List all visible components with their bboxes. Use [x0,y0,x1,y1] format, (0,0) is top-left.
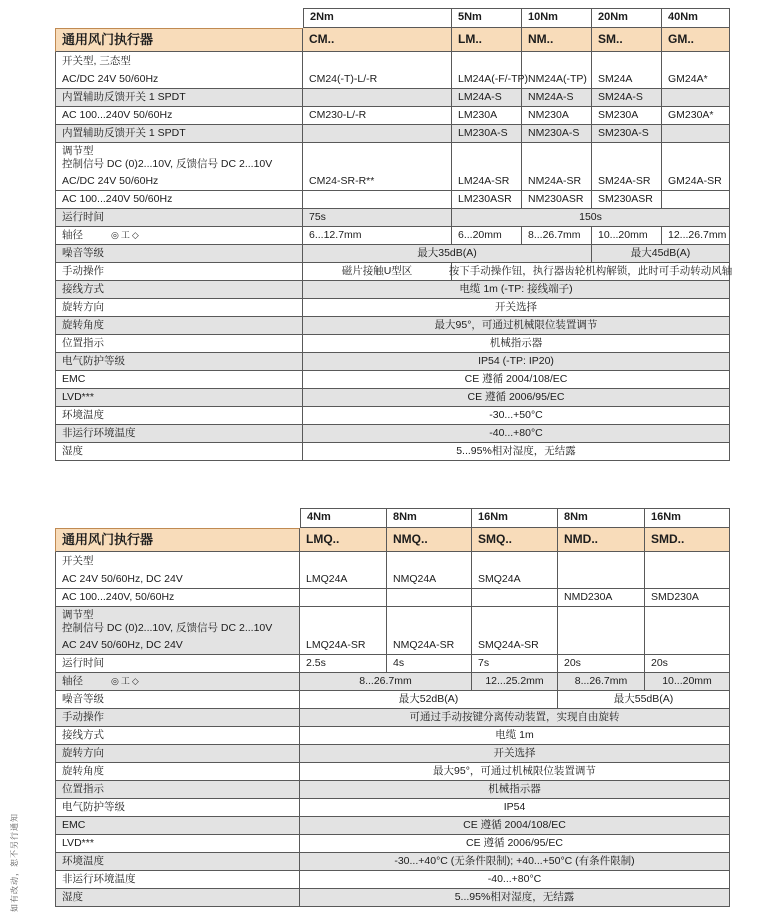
table-cell: 20s [645,655,730,673]
row-label-text [62,145,272,170]
table-cell: 6...12.7mm [303,227,452,245]
row-label [55,371,303,389]
row-label [55,781,300,799]
table-row [55,407,730,425]
table-cell: 最大95°，可通过机械限位装置调节 [303,317,730,335]
row-label [55,125,303,143]
row-label [55,589,300,607]
table-cell: -30...+40°C (无条件限制); +40...+50°C (有条件限制) [300,853,730,871]
row-label-text: AC/DC 24V 50/60Hz [62,73,159,86]
table-cell [662,52,730,71]
row-label [55,817,300,835]
row-label [55,353,303,371]
table-cell [558,571,645,589]
row-label-text: 噪音等级 [62,693,104,706]
family-header: CM.. [303,28,452,52]
table-cell: 可通过手动按键分离传动装置，实现自由旋转 [300,709,730,727]
row-label-text: 位置指示 [62,783,104,796]
row-label [55,143,303,173]
table-title: 通用风门执行器 [55,528,300,552]
row-label-text: 轴径 [62,229,83,242]
row-label-line2: 控制信号 DC (0)2...10V, 反馈信号 DC 2...10V [62,622,273,634]
table-cell: NM230A-S [522,125,592,143]
row-label-text: 旋转角度 [62,765,104,778]
table-cell: 磁片接触U型区 [303,263,452,281]
row-label-text: 非运行环境温度 [62,427,136,440]
row-label-text: 接线方式 [62,283,104,296]
table-row [55,299,730,317]
table-row [55,281,730,299]
row-label-text: 旋转方向 [62,301,104,314]
table-cell [558,607,645,637]
row-label [55,443,303,461]
table-cell: NM230A [522,107,592,125]
row-label [55,835,300,853]
row-label-line2: 控制信号 DC (0)2...10V, 反馈信号 DC 2...10V [62,158,273,170]
row-label-text: 开关型, 三态型 [62,55,131,68]
table-cell [300,552,387,571]
row-label-text: 内置辅助反馈开关 1 SPDT [62,91,186,104]
table-row [55,871,730,889]
table-cell: 开关选择 [303,299,730,317]
table-cell [452,52,522,71]
table-cell [300,589,387,607]
row-label-text: 环境温度 [62,409,104,422]
table-cell: CE 遵循 2006/95/EC [303,389,730,407]
table-cell: SM24A-S [592,89,662,107]
table-row [55,389,730,407]
row-label [55,335,303,353]
table-row [55,799,730,817]
table-cell: LM230ASR [452,191,522,209]
table-cell: NMQ24A-SR [387,637,472,655]
torque-header-row [55,508,730,528]
table-cell: CM24-SR-R** [303,173,452,191]
actuator-spec-table-1 [55,8,733,461]
table-row [55,125,730,143]
row-label [55,799,300,817]
table-cell: 12...26.7mm [662,227,730,245]
table-row [55,173,730,191]
shaft-symbol-icon: ◎工◇ [111,230,141,241]
table-cell: SMQ24A [472,571,558,589]
row-label-text: 开关型 [62,555,94,568]
table-cell: SM230ASR [592,191,662,209]
table-cell: SMD230A [645,589,730,607]
table-cell [558,552,645,571]
table-cell [387,607,472,637]
table-cell: NMQ24A [387,571,472,589]
header-spacer [55,508,300,528]
table-cell [522,52,592,71]
row-label [55,637,300,655]
row-label [55,709,300,727]
row-label-text: 噪音等级 [62,247,104,260]
row-label-text: 环境温度 [62,855,104,868]
table-cell: 20s [558,655,645,673]
table-cell: 10...20mm [645,673,730,691]
table-row [55,781,730,799]
row-label-text: 位置指示 [62,337,104,350]
table-row [55,425,730,443]
table-cell [558,637,645,655]
table-cell [645,571,730,589]
table-row [55,727,730,745]
row-label [55,299,303,317]
table-cell: 8...26.7mm [558,673,645,691]
table-cell: LM24A-SR [452,173,522,191]
table-cell: LM24A(-F/-TP) [452,71,522,89]
table-cell [472,552,558,571]
table-row [55,371,730,389]
table-cell [522,143,592,173]
table-cell: 按下手动操作钮，执行器齿轮机构解锁，此时可手动转动风轴 [452,263,730,281]
table-cell [452,143,522,173]
row-label-text: 运行时间 [62,657,104,670]
table-cell: GM24A* [662,71,730,89]
row-label [55,607,300,637]
row-label [55,871,300,889]
torque-header: 2Nm [303,8,452,28]
row-label [55,173,303,191]
table-row [55,607,730,637]
row-label [55,425,303,443]
row-label [55,691,300,709]
table-cell: NM24A-SR [522,173,592,191]
table-row [55,335,730,353]
actuator-spec-table-2 [55,508,730,907]
family-header: NMQ.. [387,528,472,552]
family-header: SMD.. [645,528,730,552]
family-header-row [55,528,730,552]
row-label-text: 非运行环境温度 [62,873,136,886]
table-cell: CE 遵循 2006/95/EC [300,835,730,853]
row-label-text: 湿度 [62,445,83,458]
table-cell: LMQ24A [300,571,387,589]
table-row [55,245,730,263]
table-row [55,637,730,655]
table-row [55,763,730,781]
table-row [55,889,730,907]
row-label [55,263,303,281]
table-row [55,655,730,673]
row-label-text: EMC [62,373,86,386]
row-label [55,655,300,673]
table-row [55,353,730,371]
table-cell [303,52,452,71]
row-label-text [62,609,272,634]
side-note-vertical-text: 如有改动，恕不另行通知 [10,813,19,912]
table-cell: 2.5s [300,655,387,673]
family-header: LM.. [452,28,522,52]
table-cell: 10...20mm [592,227,662,245]
table-cell: 最大35dB(A) [303,245,592,263]
row-label [55,107,303,125]
table-cell: LMQ24A-SR [300,637,387,655]
row-label-text: 轴径 [62,675,83,688]
row-label-text: 接线方式 [62,729,104,742]
table-cell: 电缆 1m [300,727,730,745]
family-header: GM.. [662,28,730,52]
row-label [55,281,303,299]
table-cell: 4s [387,655,472,673]
table-row [55,317,730,335]
row-label-line1: 调节型 [62,145,94,158]
table-row [55,835,730,853]
table-row [55,552,730,571]
table-cell: SM24A [592,71,662,89]
row-label [55,245,303,263]
table-row [55,571,730,589]
table-cell: CM24(-T)-L/-R [303,71,452,89]
torque-header-row [55,8,730,28]
table-row [55,89,730,107]
torque-header: 8Nm [387,508,472,528]
row-label-text: 内置辅助反馈开关 1 SPDT [62,127,186,140]
table-cell [300,607,387,637]
table-row [55,52,730,71]
table-row [55,107,730,125]
table-cell [645,607,730,637]
torque-header: 8Nm [558,508,645,528]
shaft-symbol-icon: ◎工◇ [111,676,141,687]
row-label [55,727,300,745]
table-cell: CE 遵循 2004/108/EC [303,371,730,389]
row-label-text: 湿度 [62,891,83,904]
family-header: SM.. [592,28,662,52]
table-row [55,817,730,835]
table-row [55,691,730,709]
row-label-text: AC 24V 50/60Hz, DC 24V [62,573,183,586]
row-label [55,571,300,589]
table-cell: -40...+80°C [300,871,730,889]
torque-header: 5Nm [452,8,522,28]
row-label-text: AC 100...240V 50/60Hz [62,109,173,122]
table-cell: IP54 [300,799,730,817]
table-cell [303,191,452,209]
table-cell: LM24A-S [452,89,522,107]
header-spacer [55,8,303,28]
row-label [55,889,300,907]
table-cell [592,52,662,71]
table-row [55,71,730,89]
table-cell [472,607,558,637]
table-row [55,709,730,727]
table-row [55,143,730,173]
row-label [55,52,303,71]
table-cell [303,143,452,173]
row-label-text: AC 100...240V, 50/60Hz [62,591,175,604]
table-cell: 开关选择 [300,745,730,763]
table-cell [662,143,730,173]
row-label-text: LVD*** [62,837,94,850]
table-cell: CE 遵循 2004/108/EC [300,817,730,835]
row-label-text: AC/DC 24V 50/60Hz [62,175,159,188]
table-cell: CM230-L/-R [303,107,452,125]
table-cell: NM24A-S [522,89,592,107]
torque-header: 16Nm [472,508,558,528]
row-label-text: LVD*** [62,391,94,404]
row-label-text: 电气防护等级 [62,355,125,368]
row-label [55,763,300,781]
row-label [55,673,300,691]
table-cell: LM230A-S [452,125,522,143]
table-cell: SM24A-SR [592,173,662,191]
table-cell: 5...95%相对湿度，无结露 [303,443,730,461]
table-row [55,443,730,461]
table-cell: 75s [303,209,452,227]
table-row [55,227,730,245]
row-label [55,209,303,227]
table-cell: 7s [472,655,558,673]
torque-header: 20Nm [592,8,662,28]
table-cell [387,589,472,607]
torque-header: 16Nm [645,508,730,528]
row-label-text: AC 24V 50/60Hz, DC 24V [62,639,183,652]
table-row [55,191,730,209]
table-title: 通用风门执行器 [55,28,303,52]
table-row [55,673,730,691]
row-label [55,407,303,425]
row-label-text: EMC [62,819,86,832]
table-row [55,853,730,871]
table-cell: 5...95%相对湿度，无结露 [300,889,730,907]
table-cell: 最大55dB(A) [558,691,730,709]
torque-header: 10Nm [522,8,592,28]
table-row [55,589,730,607]
family-header-row [55,28,730,52]
table-cell [662,125,730,143]
row-label-text: 旋转方向 [62,747,104,760]
table-cell: SMQ24A-SR [472,637,558,655]
row-label [55,227,303,245]
table-cell [662,89,730,107]
family-header: NM.. [522,28,592,52]
table-cell: LM230A [452,107,522,125]
row-label-text: 旋转角度 [62,319,104,332]
table-cell: 电缆 1m (-TP: 接线端子) [303,281,730,299]
row-label-text: AC 100...240V 50/60Hz [62,193,173,206]
row-label [55,389,303,407]
table-cell: 机械指示器 [300,781,730,799]
row-label [55,552,300,571]
table-cell: 最大95°，可通过机械限位装置调节 [300,763,730,781]
row-label-line1: 调节型 [62,609,94,622]
table-cell: GM230A* [662,107,730,125]
table-cell: 150s [452,209,730,227]
table-row [55,745,730,763]
table-cell: -40...+80°C [303,425,730,443]
table-cell: -30...+50°C [303,407,730,425]
row-label-text: 手动操作 [62,265,104,278]
table-cell [645,637,730,655]
family-header: NMD.. [558,528,645,552]
torque-header: 40Nm [662,8,730,28]
table-cell: 8...26.7mm [300,673,472,691]
table-cell: NMD230A [558,589,645,607]
family-header: SMQ.. [472,528,558,552]
row-label-text: 手动操作 [62,711,104,724]
torque-header: 4Nm [300,508,387,528]
family-header: LMQ.. [300,528,387,552]
table-row [55,209,730,227]
table-row [55,263,733,281]
table-cell: GM24A-SR [662,173,730,191]
row-label [55,317,303,335]
table-cell: 机械指示器 [303,335,730,353]
table-cell: 6...20mm [452,227,522,245]
table-cell: 最大52dB(A) [300,691,558,709]
table-cell [592,143,662,173]
row-label [55,853,300,871]
row-label [55,191,303,209]
table-cell [472,589,558,607]
table-cell [387,552,472,571]
row-label [55,745,300,763]
table-cell: 12...25.2mm [472,673,558,691]
row-label [55,89,303,107]
table-cell: NM24A(-TP) [522,71,592,89]
table-cell [662,191,730,209]
row-label-text: 运行时间 [62,211,104,224]
table-cell: NM230ASR [522,191,592,209]
table-cell [303,125,452,143]
table-cell [645,552,730,571]
table-cell: SM230A [592,107,662,125]
table-cell [303,89,452,107]
table-cell: 最大45dB(A) [592,245,730,263]
table-cell: SM230A-S [592,125,662,143]
row-label-text: 电气防护等级 [62,801,125,814]
table-cell: IP54 (-TP: IP20) [303,353,730,371]
row-label [55,71,303,89]
table-cell: 8...26.7mm [522,227,592,245]
